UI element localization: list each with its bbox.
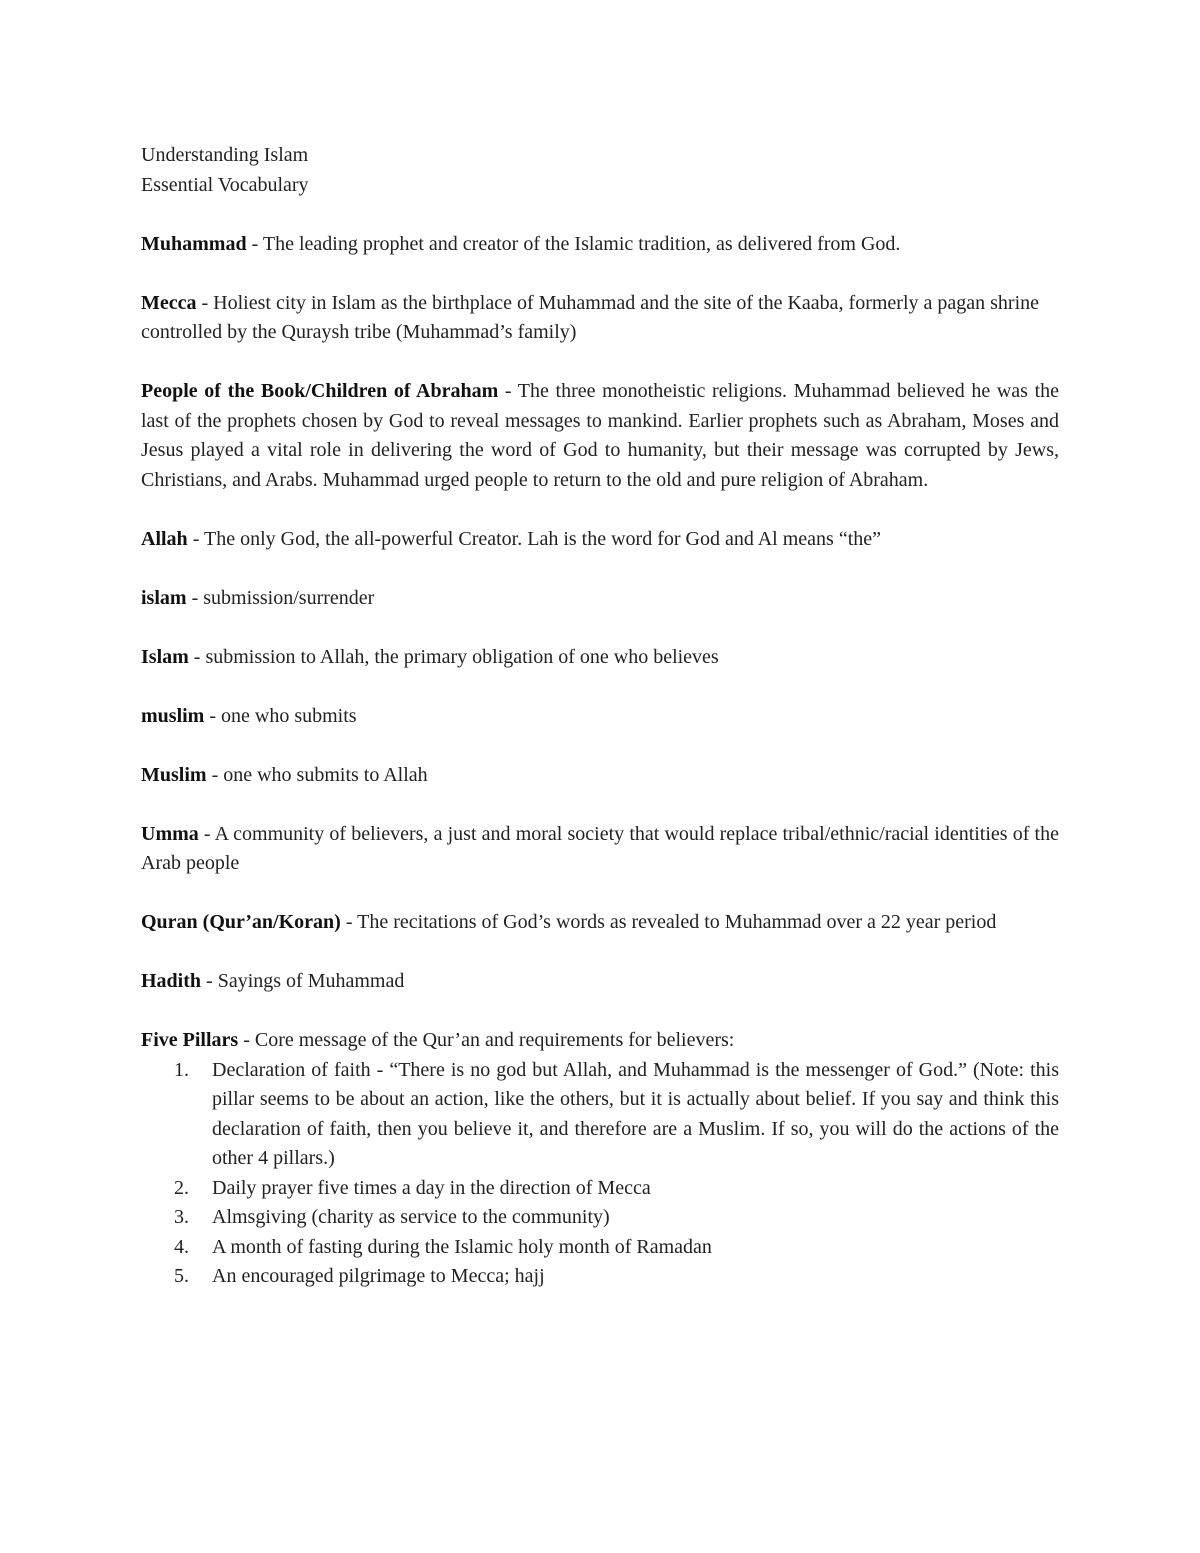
vocab-entry-umma [141, 820, 1059, 879]
vocab-term: muslim [141, 704, 205, 727]
vocab-term: Islam [141, 645, 189, 668]
vocab-entry-five-pillars [141, 1026, 1059, 1056]
list-item [141, 1203, 1059, 1233]
vocab-entry-muslim-lower [141, 702, 1059, 732]
list-item [141, 1262, 1059, 1292]
list-item-number: 2. [174, 1176, 189, 1199]
vocab-term: People of the Book/Children of Abraham [141, 380, 499, 402]
vocab-term: Five Pillars [141, 1029, 239, 1051]
vocab-definition: - Holiest city in Islam as the birthplace of Muhammad and the site of the Kaaba, formerly a pagan shrine controlled by the Quraysh tribe (Muhammad’s family) [141, 291, 1040, 343]
vocab-definition: - The three monotheistic religions. Muhammad believed he was the last of the prophets chosen by God to reveal messages to mankind. Earlier prophets such as Abraham, Moses and Jesus played a vital role in delivering the word of God to humanity, but their message was corrupted by Jews, Christians, and Arabs. Muhammad urged people to return to the old and pure religion of Abraham. [141, 380, 1059, 491]
list-item-text: An encouraged pilgrimage to Mecca; hajj [212, 1265, 545, 1287]
vocab-term: Muhammad [141, 232, 247, 255]
vocab-entry-islam [141, 643, 1059, 673]
document-subtitle: Essential Vocabulary [141, 173, 309, 196]
vocab-entry-quran [141, 908, 1059, 938]
vocab-definition: - The only God, the all-powerful Creator. Lah is the word for God and Al means “the” [187, 527, 882, 550]
vocab-definition: - The recitations of God’s words as revealed to Muhammad over a 22 year period [340, 911, 997, 933]
vocab-definition: - submission to Allah, the primary obligation of one who believes [188, 645, 719, 668]
list-item-text: Daily prayer five times a day in the direction of Mecca [212, 1176, 651, 1199]
list-item [141, 1233, 1059, 1263]
vocab-term: Muslim [141, 763, 207, 786]
list-item-number: 5. [174, 1265, 189, 1287]
list-item-number: 4. [174, 1235, 189, 1258]
vocab-term: Umma [141, 822, 199, 845]
document-title: Understanding Islam [141, 144, 309, 166]
list-item-text: Declaration of faith - “There is no god but Allah, and Muhammad is the messenger of God.” (Note: this pillar seems to be about an action, like the others, but it is actually about belief. If you say and think this declaration of faith, then you believe it, and therefore are a Muslim. If so, you will do the actions of the other 4 pillars.) [212, 1058, 1059, 1169]
vocab-definition: - The leading prophet and creator of the Islamic tradition, as delivered from God. [246, 232, 901, 255]
vocab-term: Quran (Qur’an/Koran) [141, 911, 341, 933]
vocab-definition: - Core message of the Qur’an and requirements for believers: [238, 1029, 735, 1051]
document-page [141, 141, 1059, 1292]
vocab-definition: - one who submits [204, 704, 357, 727]
list-item-text: Almsgiving (charity as service to the community) [212, 1206, 610, 1228]
vocab-definition: - Sayings of Muhammad [201, 970, 405, 992]
vocab-entry-islam-lower [141, 584, 1059, 614]
vocab-definition: - submission/surrender [186, 586, 375, 609]
list-item [141, 1174, 1059, 1204]
vocab-entry-muslim [141, 761, 1059, 791]
vocab-entry-hadith [141, 967, 1059, 997]
five-pillars-list [141, 1056, 1059, 1292]
vocab-entry-muhammad [141, 230, 1059, 260]
vocab-term: Allah [141, 527, 188, 550]
list-item-number: 1. [174, 1058, 189, 1081]
list-item [141, 1056, 1059, 1174]
vocab-entry-mecca [141, 289, 1059, 348]
vocab-entry-allah [141, 525, 1059, 555]
vocab-term: Hadith [141, 970, 202, 992]
vocab-term: islam [141, 586, 187, 609]
list-item-text: A month of fasting during the Islamic holy month of Ramadan [212, 1235, 712, 1258]
vocab-entry-people-of-the-book [141, 377, 1059, 495]
vocab-definition: - one who submits to Allah [206, 763, 428, 786]
vocab-term: Mecca [141, 291, 197, 314]
vocab-definition: - A community of believers, a just and moral society that would replace tribal/ethnic/racial identities of the Arab people [141, 822, 1059, 874]
list-item-number: 3. [174, 1206, 189, 1228]
